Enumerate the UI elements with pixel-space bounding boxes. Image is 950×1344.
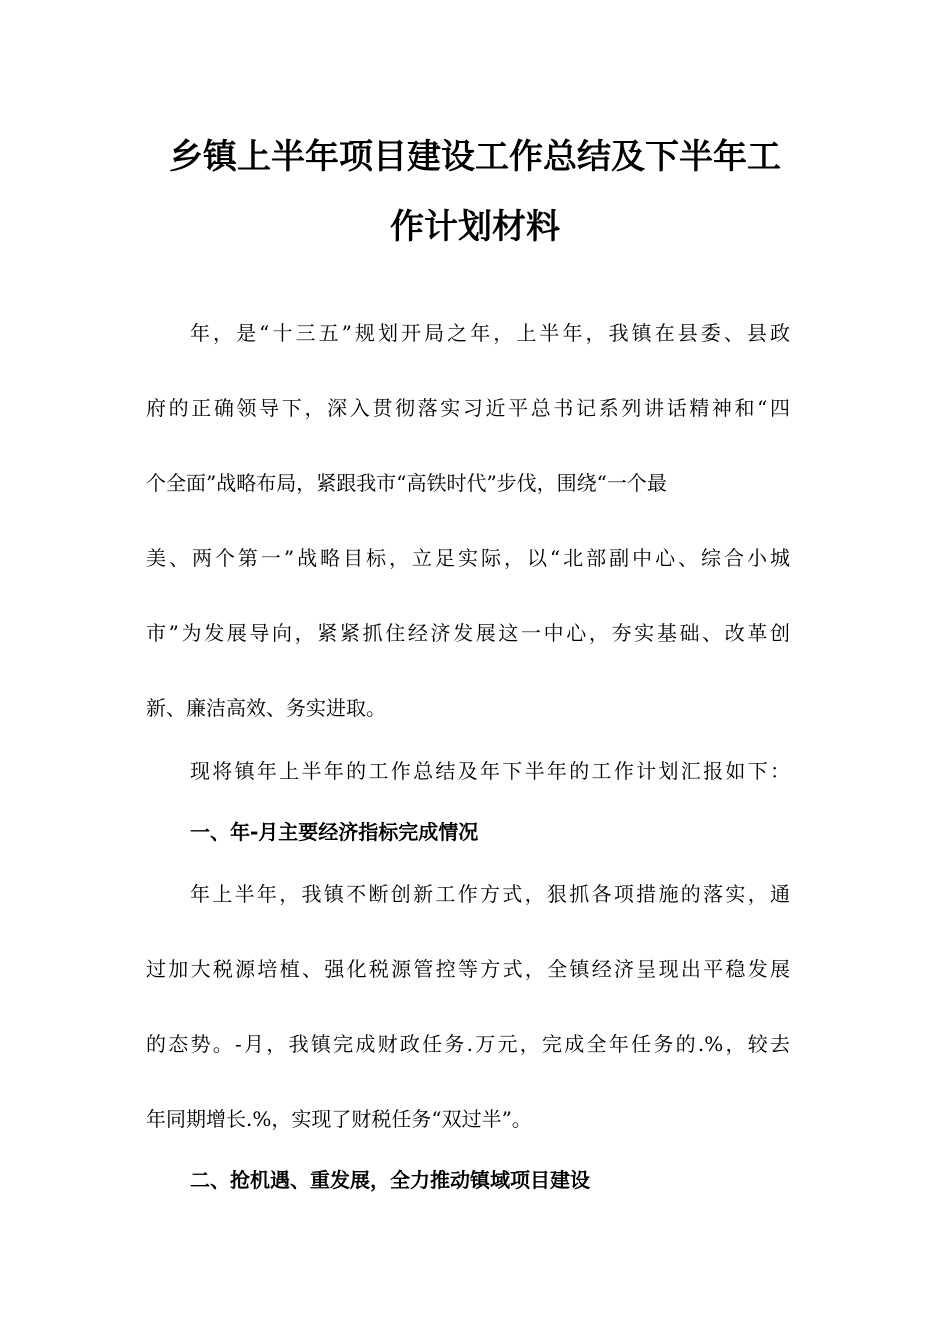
- paragraph3-line-2: 过加大税源培植、强化税源管控等方式，全镇经济呈现出平稳发展: [146, 957, 790, 981]
- document-title-line-2: 作计划材料: [390, 207, 560, 247]
- paragraph1-line-1: 年，是“十三五”规划开局之年，上半年，我镇在县委、县政: [190, 321, 790, 345]
- paragraph1-line-4: 美、两个第一”战略目标，立足实际，以“北部副中心、综合小城: [146, 546, 790, 570]
- paragraph1-line-5: 市”为发展导向，紧紧抓住经济发展这一中心，夯实基础、改革创: [146, 621, 790, 645]
- paragraph3-line-1: 年上半年，我镇不断创新工作方式，狠抓各项措施的落实，通: [190, 882, 790, 906]
- section-heading-2: 二、抢机遇、重发展，全力推动镇域项目建设: [190, 1168, 590, 1192]
- paragraph1-line-3: 个全面”战略布局，紧跟我市“高铁时代”步伐，围绕“一个最: [146, 471, 667, 495]
- paragraph2: 现将镇年上半年的工作总结及年下半年的工作计划汇报如下：: [190, 759, 790, 783]
- paragraph1-line-6: 新、廉洁高效、务实进取。: [146, 696, 386, 720]
- section-heading-1: 一、年-月主要经济指标完成情况: [190, 820, 479, 844]
- document-title-line-1: 乡镇上半年项目建设工作总结及下半年工: [169, 137, 781, 177]
- paragraph3-line-3: 的态势。-月，我镇完成财政任务.万元，完成全年任务的.%，较去: [146, 1032, 790, 1056]
- paragraph1-line-2: 府的正确领导下，深入贯彻落实习近平总书记系列讲话精神和“四: [146, 396, 790, 420]
- paragraph3-line-4: 年同期增长.%，实现了财税任务“双过半”。: [146, 1107, 532, 1131]
